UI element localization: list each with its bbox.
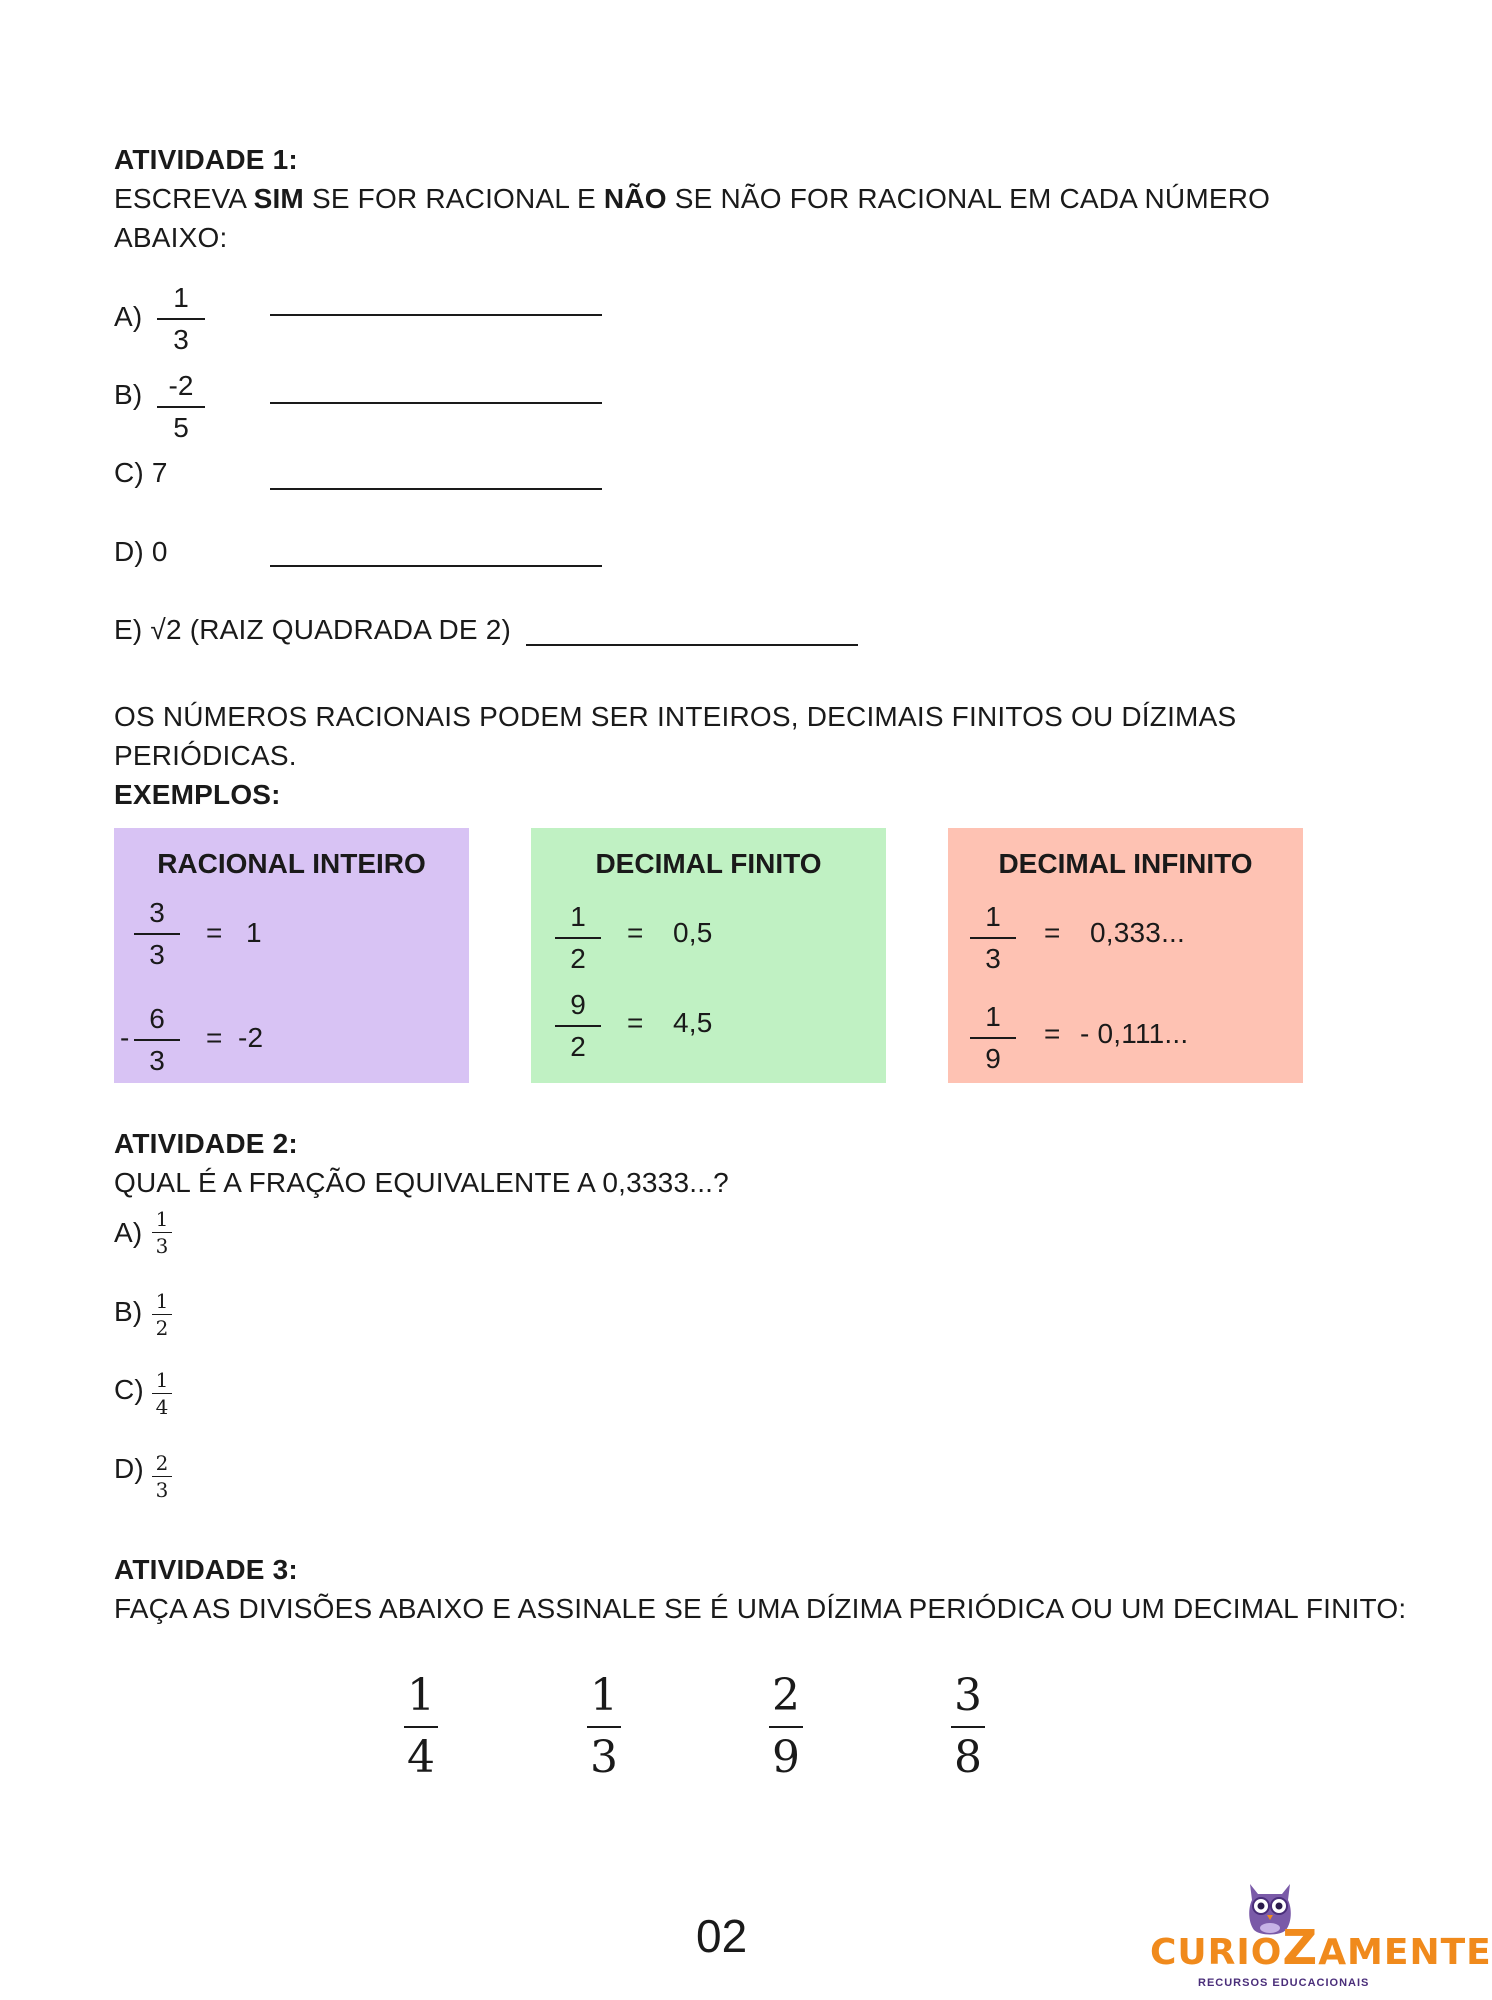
activity1-title: ATIVIDADE 1: (114, 144, 298, 175)
example-fraction (134, 896, 180, 972)
example-fraction (970, 1000, 1016, 1076)
option-c-fraction (152, 1369, 172, 1418)
fraction-bar (134, 1039, 180, 1041)
info-line1: OS NÚMEROS RACIONAIS PODEM SER INTEIROS, DECIMAIS FINITOS OU DÍZIMAS (114, 701, 1237, 732)
numerator: 1 (407, 1670, 435, 1721)
activity2-question: QUAL É A FRAÇÃO EQUIVALENTE A 0,3333...? (114, 1167, 729, 1198)
numerator: -2 (168, 370, 194, 401)
numerator: 2 (772, 1670, 800, 1721)
denominator: 3 (590, 1732, 618, 1783)
activity3-instruction: FAÇA AS DIVISÕES ABAIXO E ASSINALE SE É UMA DÍZIMA PERIÓDICA OU UM DECIMAL FINITO: (114, 1593, 1407, 1624)
division-fraction (587, 1670, 621, 1784)
option-b-letter[interactable]: B) (114, 1296, 143, 1327)
answer-line-b[interactable] (270, 402, 602, 404)
numerator: 2 (155, 1451, 169, 1475)
fraction-bar (152, 1314, 172, 1315)
option-d-letter[interactable]: D) (114, 1453, 144, 1484)
instruction-sim: SIM (253, 183, 304, 214)
fraction-bar (555, 937, 601, 939)
example-fraction (970, 900, 1016, 976)
example-box-racional-inteiro (114, 828, 469, 1083)
item-a-fraction (157, 281, 205, 357)
example-fraction (555, 988, 601, 1064)
equals-sign: = (627, 917, 644, 948)
box-title: RACIONAL INTEIRO (157, 848, 426, 879)
activity1-instruction (114, 179, 1270, 219)
numerator: 6 (149, 1003, 165, 1034)
fraction-bar (134, 933, 180, 935)
activity2-title: ATIVIDADE 2: (114, 1128, 298, 1159)
result: -2 (238, 1022, 264, 1053)
result: 4,5 (673, 1007, 713, 1038)
option-d-fraction (152, 1452, 172, 1501)
fraction-bar (157, 318, 205, 320)
division-fraction (769, 1670, 803, 1784)
denominator: 9 (772, 1732, 800, 1783)
example-fraction (555, 900, 601, 976)
fraction-bar (555, 1025, 601, 1027)
answer-line-d[interactable] (270, 565, 602, 567)
fraction-bar (152, 1232, 172, 1233)
fraction-bar (587, 1726, 621, 1728)
denominator: 2 (155, 1316, 169, 1340)
fraction-bar (404, 1726, 438, 1728)
numerator: 1 (155, 1289, 169, 1313)
equals-sign: = (627, 1007, 644, 1038)
result: 0,333... (1090, 917, 1186, 948)
denominator: 9 (985, 1043, 1001, 1074)
denominator: 3 (149, 939, 165, 970)
instruction-part: SE FOR RACIONAL E (303, 183, 604, 214)
denominator: 3 (173, 324, 189, 355)
equals-sign: = (1044, 1018, 1061, 1049)
instruction-nao: NÃO (603, 183, 667, 214)
item-e-label: E) √2 (RAIZ QUADRADA DE 2) (114, 614, 512, 645)
logo-text (1150, 1920, 1492, 1976)
example-box-decimal-infinito (948, 828, 1303, 1083)
logo (1150, 1878, 1492, 1993)
option-a-fraction (152, 1208, 172, 1257)
item-b-fraction (157, 369, 205, 445)
option-a-letter[interactable]: A) (114, 1217, 143, 1248)
numerator: 1 (155, 1368, 169, 1392)
division-fraction (951, 1670, 985, 1784)
fraction-bar (152, 1476, 172, 1477)
activity3-title: ATIVIDADE 3: (114, 1554, 298, 1585)
fraction-bar (152, 1393, 172, 1394)
box-title: DECIMAL INFINITO (998, 848, 1253, 879)
item-d-label: D) 0 (114, 536, 168, 567)
fraction-bar (970, 937, 1016, 939)
denominator: 5 (173, 412, 189, 443)
result: 1 (246, 917, 262, 948)
numerator: 9 (570, 989, 586, 1020)
example-fraction (134, 1002, 180, 1078)
division-fraction (404, 1670, 438, 1784)
numerator: 1 (985, 1001, 1001, 1032)
logo-text-part: CURIO (1150, 1932, 1283, 1973)
denominator: 2 (570, 943, 586, 974)
example-box-decimal-finito (531, 828, 886, 1083)
equals-sign: = (206, 1022, 223, 1053)
fraction-bar (970, 1037, 1016, 1039)
fraction-bar (769, 1726, 803, 1728)
numerator: 1 (570, 901, 586, 932)
option-b-fraction (152, 1290, 172, 1339)
logo-text-z: Z (1282, 1920, 1319, 1976)
examples-label: EXEMPLOS: (114, 779, 281, 810)
item-a-letter: A) (114, 301, 143, 332)
denominator: 4 (155, 1395, 169, 1419)
answer-line-c[interactable] (270, 488, 602, 490)
activity1-instruction-line2: ABAIXO: (114, 222, 228, 253)
page-number: 02 (696, 1910, 748, 1962)
numerator: 1 (155, 1207, 169, 1231)
box-title: DECIMAL FINITO (595, 848, 822, 879)
denominator: 3 (149, 1045, 165, 1076)
numerator: 1 (985, 901, 1001, 932)
answer-line-a[interactable] (270, 314, 602, 316)
denominator: 3 (985, 943, 1001, 974)
fraction-bar (951, 1726, 985, 1728)
numerator: 1 (590, 1670, 618, 1721)
result: 0,5 (673, 917, 713, 948)
minus-prefix: - (120, 1022, 130, 1053)
logo-text-part: AMENTE (1318, 1932, 1492, 1973)
fraction-bar (157, 406, 205, 408)
info-line2: PERIÓDICAS. (114, 740, 297, 771)
answer-line-e[interactable] (526, 644, 858, 646)
denominator: 8 (954, 1732, 982, 1783)
option-c-letter[interactable]: C) (114, 1374, 144, 1405)
denominator: 4 (407, 1732, 435, 1783)
item-b-letter: B) (114, 379, 143, 410)
denominator: 3 (155, 1234, 169, 1258)
equals-sign: = (1044, 917, 1061, 948)
numerator: 1 (173, 282, 189, 313)
item-c-label: C) 7 (114, 457, 168, 488)
instruction-part: ESCREVA (114, 183, 254, 214)
numerator: 3 (149, 897, 165, 928)
instruction-part: SE NÃO FOR RACIONAL EM CADA NÚMERO (666, 183, 1271, 214)
denominator: 3 (155, 1478, 169, 1502)
logo-subtitle: RECURSOS EDUCACIONAIS (1198, 1977, 1370, 1989)
result: - 0,111... (1080, 1018, 1189, 1049)
numerator: 3 (954, 1670, 982, 1721)
equals-sign: = (206, 917, 223, 948)
denominator: 2 (570, 1031, 586, 1062)
